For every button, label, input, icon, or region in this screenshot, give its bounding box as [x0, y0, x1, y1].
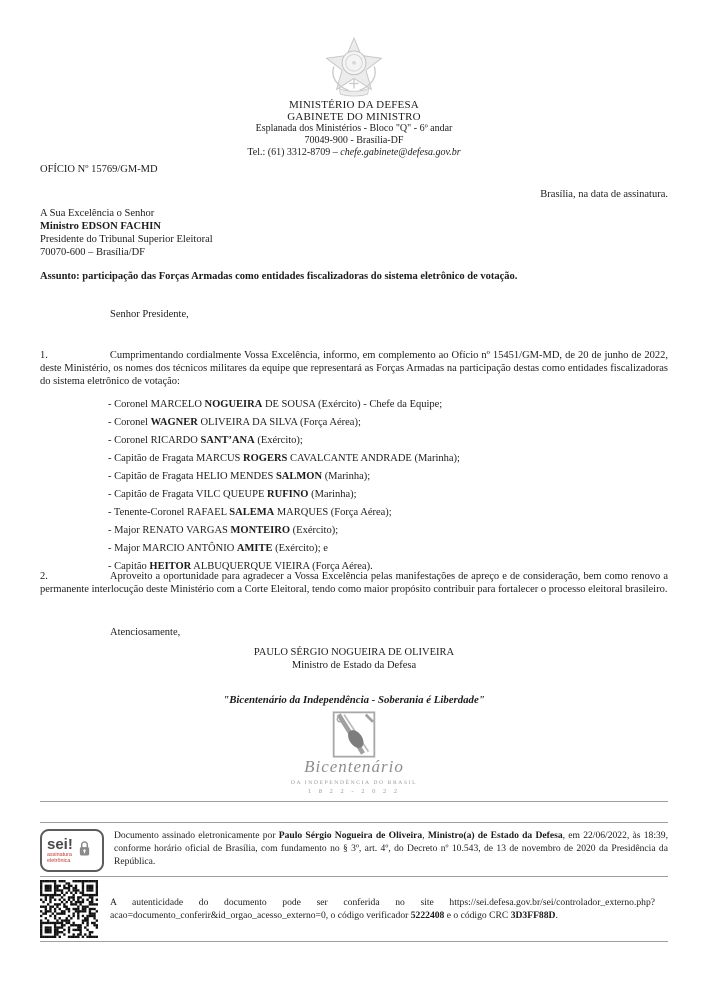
org-address-line2: 70049-900 - Brasília-DF	[304, 135, 404, 146]
sei-signature-block	[40, 829, 668, 872]
sei-sub-line2: eletrônica	[47, 857, 71, 864]
paragraph-1-number: 1.	[40, 350, 48, 361]
recipient-name: Ministro EDSON FACHIN	[40, 221, 161, 232]
org-phone: Tel.: (61) 3312-8709 –	[247, 146, 341, 158]
verification-block	[40, 880, 668, 938]
recipient-title: Presidente do Tribunal Superior Eleitoral	[40, 234, 213, 245]
motto-line: "Bicentenário da Independência - Soberania é Liberdade"	[223, 694, 485, 706]
document-number: OFÍCIO Nº 15769/GM-MD	[40, 164, 158, 175]
bicentenario-script-text: Bicentenário	[304, 757, 404, 776]
org-email: chefe.gabinete@defesa.gov.br	[340, 146, 461, 158]
team-member-line: - Coronel RICARDO SANT’ANA (Exército);	[108, 435, 303, 446]
recipient-honorific: A Sua Excelência o Senhor	[40, 208, 155, 219]
divider	[40, 801, 668, 802]
letterhead	[0, 99, 708, 158]
subject-line: Assunto: participação das Forças Armadas como entidades fiscalizadoras do sistema eletrônico de votação.	[40, 271, 518, 282]
sei-sub-line1: assinatura	[47, 851, 72, 858]
signer-name: PAULO SÉRGIO NOGUEIRA DE OLIVEIRA	[253, 647, 455, 658]
paragraph-2-number: 2.	[40, 571, 48, 582]
team-member-line: - Coronel MARCELO NOGUEIRA DE SOUSA (Exército) - Chefe da Equipe;	[108, 399, 443, 410]
team-member-line: - Capitão de Fragata VILC QUEUPE RUFINO (Marinha);	[108, 489, 357, 500]
paragraph-1-text: Cumprimentando cordialmente Vossa Excelência, informo, em complemento ao Ofício nº 15451/GM-MD, de 20 de junho de 2022, deste Ministério, os nomes dos técnicos militares da equipe que representará as Forças Armadas na participação destas como entidades fiscalizadoras do sistema eletrônico de votação:	[40, 350, 668, 387]
sei-logo-text-group	[47, 835, 73, 864]
closing: Atenciosamente,	[110, 627, 181, 638]
divider	[40, 941, 668, 942]
qr-code	[40, 880, 98, 938]
paragraph-2-text: Aproveito a oportunidade para agradecer a Vossa Excelência pelas manifestações de apreço e de consideração, bem como renovo a permanente interlocução deste Ministério com a Corte Eleitoral, tendo como maior propósito contribuir para fortalecer o processo eleitoral brasileiro.	[40, 571, 668, 595]
team-member-line: - Major RENATO VARGAS MONTEIRO (Exército);	[108, 525, 339, 536]
sei-logo	[40, 829, 104, 872]
dateline: Brasília, na data de assinatura.	[540, 189, 668, 200]
coat-of-arms-icon	[321, 36, 387, 102]
team-member-line: - Major MARCIO ANTÔNIO AMITE (Exército); e	[108, 543, 328, 554]
bicentenario-years: 1 8 2 2 - 2 0 2 2	[307, 788, 401, 795]
team-member-list	[108, 398, 460, 578]
signature-block	[0, 646, 708, 672]
bicentenario-caption: DA INDEPENDÊNCIA DO BRASIL	[290, 780, 418, 786]
divider	[40, 876, 668, 877]
paragraph-1	[40, 349, 668, 388]
sei-wordmark: sei!	[47, 835, 73, 853]
recipient-block	[40, 207, 213, 259]
salutation: Senhor Presidente,	[110, 309, 189, 320]
team-member-line: - Capitão de Fragata MARCUS ROGERS CAVALCANTE ANDRADE (Marinha);	[108, 453, 460, 464]
org-name-line1: MINISTÉRIO DA DEFESA	[289, 99, 419, 111]
divider	[40, 822, 668, 823]
org-contact-line	[0, 147, 708, 159]
electronic-signature-statement: Documento assinado eletronicamente por Paulo Sérgio Nogueira de Oliveira, Ministro(a) de Estado da Defesa, em 22/06/2022, às 18:39, conforme horário oficial de Brasília, com fundamento no § 3º, art. 4º, do Decreto nº 10.543, de 13 de novembro de 2020 da Presidência da República.	[114, 830, 668, 867]
team-member-line: - Tenente-Coronel RAFAEL SALEMA MARQUES (Força Aérea);	[108, 507, 392, 518]
signer-title: Ministro de Estado da Defesa	[291, 660, 417, 671]
org-address-line1: Esplanada dos Ministérios - Bloco "Q" - 6º andar	[255, 123, 453, 135]
paragraph-2	[40, 570, 668, 596]
team-member-line: - Capitão de Fragata HELIO MENDES SALMON (Marinha);	[108, 471, 371, 482]
org-name-line2: GABINETE DO MINISTRO	[287, 111, 421, 124]
team-member-line: - Coronel WAGNER OLIVEIRA DA SILVA (Força Aérea);	[108, 417, 361, 428]
bicentenario-logo-icon	[0, 711, 708, 763]
authenticity-statement: A autenticidade do documento pode ser conferida no site https://sei.defesa.gov.br/sei/controlador_externo.php?acao=documento_conferir&id_orgao_acesso_externo=0, o código verificador 5222408 e o código CRC 3D3FF88D.	[110, 897, 655, 921]
recipient-address: 70070-600 – Brasília/DF	[40, 247, 145, 258]
padlock-icon	[78, 840, 91, 862]
team-member-line: - Capitão HEITOR ALBUQUERQUE VIEIRA (Força Aérea).	[108, 561, 373, 572]
